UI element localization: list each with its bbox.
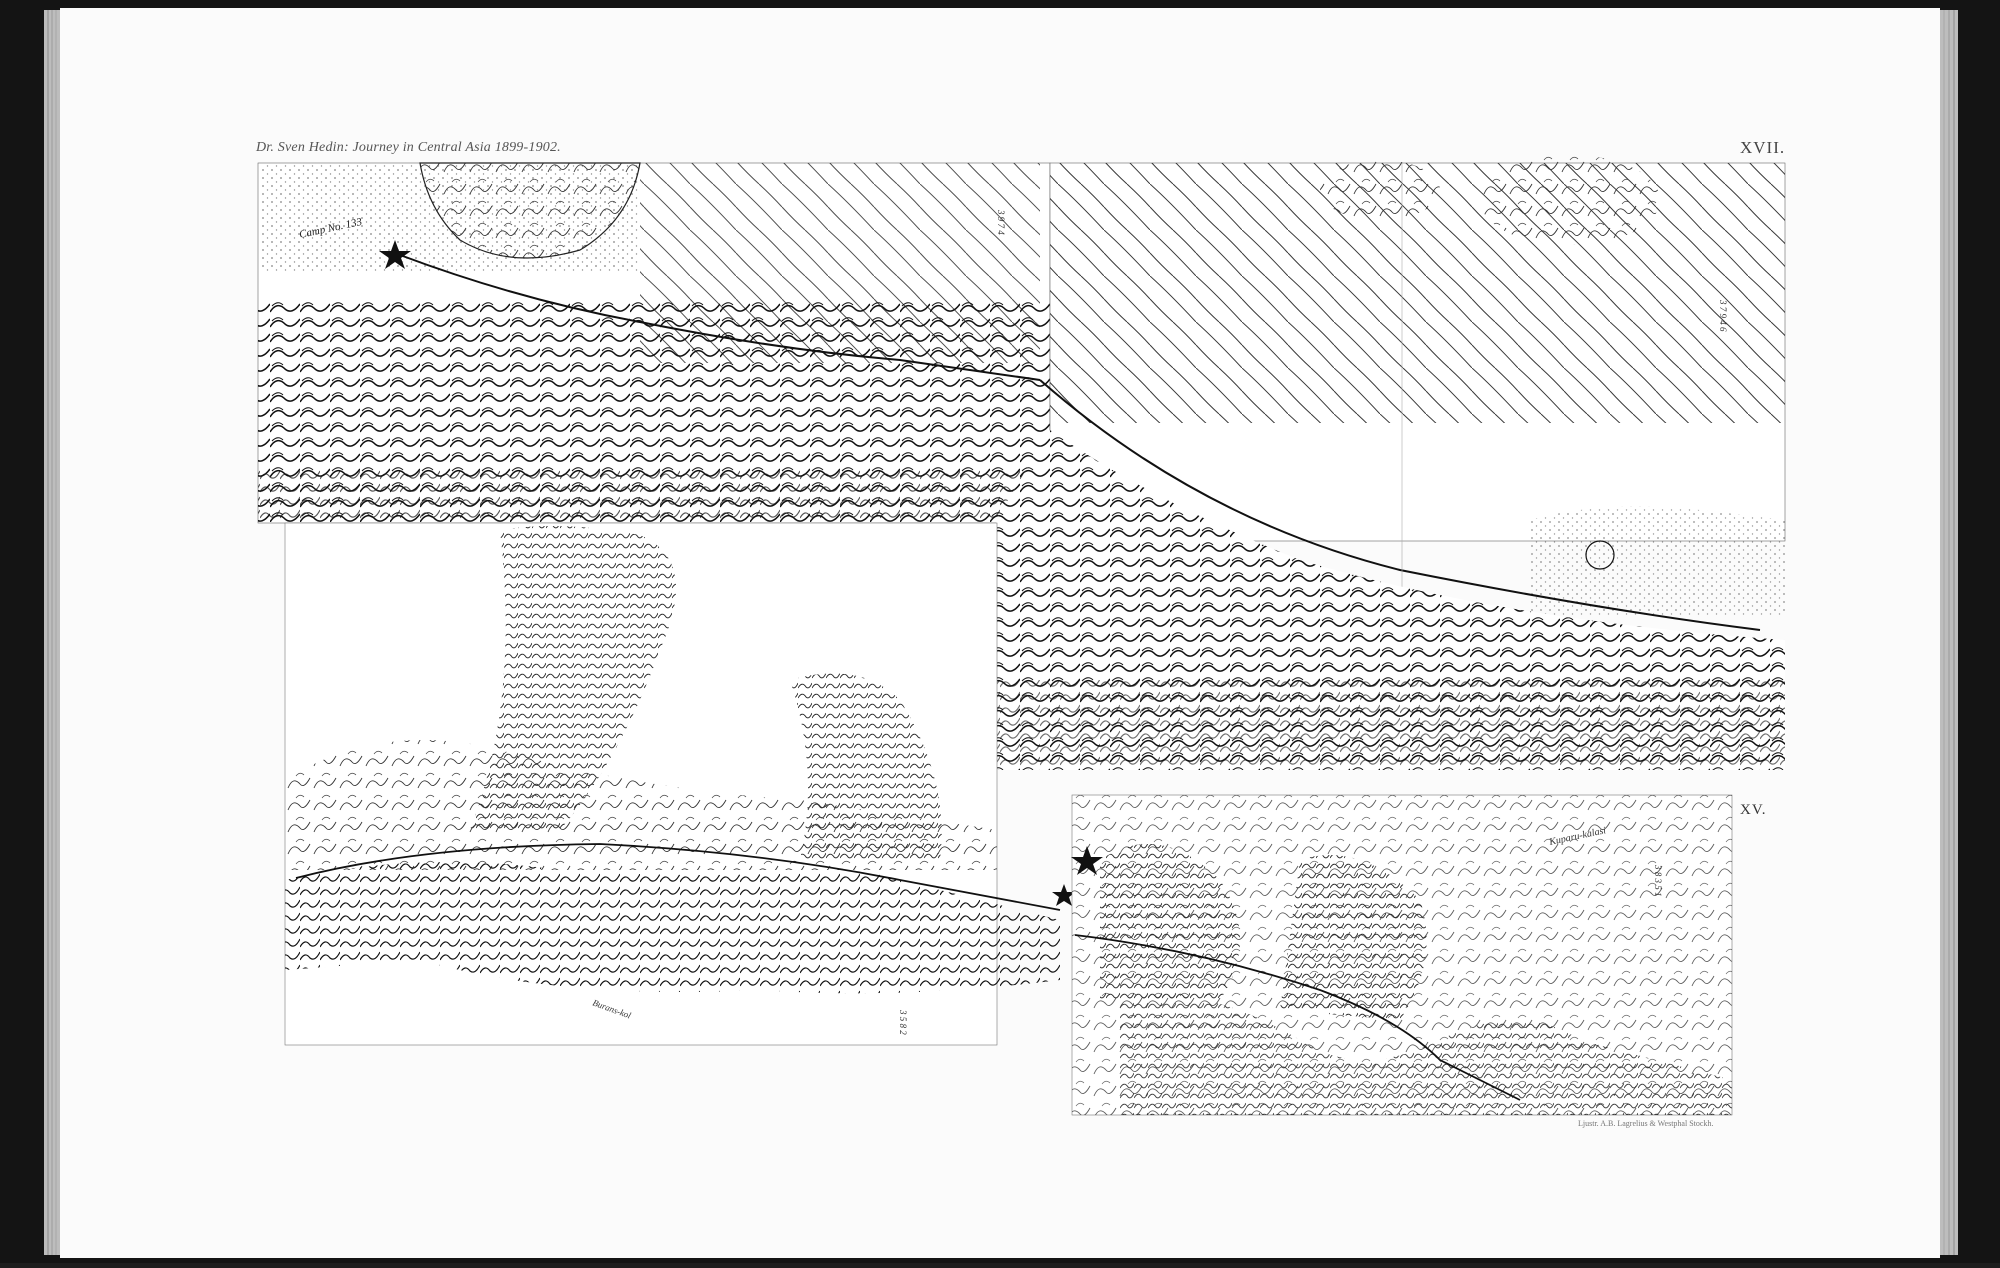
printer-imprint: Ljustr. A.B. Lagrelius & Westphal Stockh. [1578, 1119, 1714, 1128]
map-panel-middle-left [285, 523, 1076, 1045]
plate-number: XVII. [1740, 138, 1786, 157]
page-edges-right [1940, 10, 1958, 1255]
running-title: Dr. Sven Hedin: Journey in Central Asia 1899-1902. [256, 140, 561, 155]
map-panel-top-left [258, 163, 1050, 523]
svg-text:Burans-kol: Burans-kol [591, 997, 633, 1021]
svg-text:3 9 7 4: 3 9 7 4 [996, 210, 1006, 235]
svg-text:3 7 9 4 6: 3 7 9 4 6 [1718, 300, 1728, 332]
page-edges-left [44, 10, 60, 1255]
svg-text:3 5 8 2: 3 5 8 2 [898, 1010, 908, 1035]
sheet-label: XV. [1740, 802, 1767, 818]
svg-text:Kuparu-kalasi: Kuparu-kalasi [1548, 825, 1608, 848]
svg-text:3 8 3 5 1: 3 8 3 5 1 [1653, 865, 1663, 897]
map-panel-bottom-right [1071, 795, 1732, 1115]
camp-note-label: Camp No. 133 [298, 215, 364, 241]
